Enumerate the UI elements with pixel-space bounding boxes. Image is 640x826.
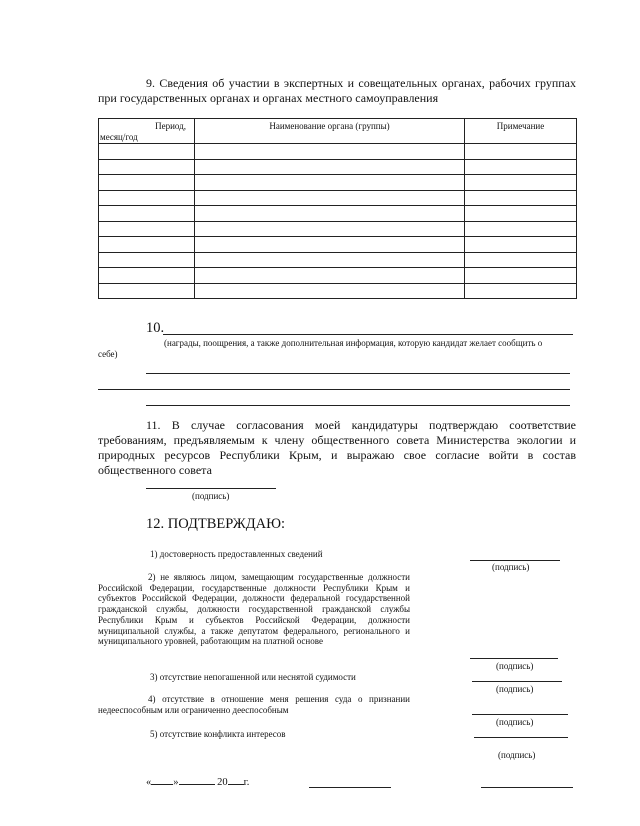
table-row[interactable]	[99, 144, 577, 160]
date-field[interactable]: « » 20 г.	[146, 777, 250, 788]
table-row[interactable]	[99, 252, 577, 268]
signature-caption: (подпись)	[496, 717, 534, 727]
table-row[interactable]	[99, 159, 577, 175]
section-10-line[interactable]	[98, 389, 570, 390]
confirm-item-5: 5) отсутствие конфликта интересов	[150, 729, 286, 739]
signature-line[interactable]	[472, 681, 562, 682]
section-10-line[interactable]	[146, 405, 570, 406]
participation-table	[98, 118, 577, 299]
footer-name-line[interactable]	[481, 787, 573, 788]
table-row[interactable]	[99, 237, 577, 253]
section-11-text: 11. В случае согласования моей кандидатуры подтверждаю соответствие требованиям, предъявляемым к члену общественного совета Министерства экологии и природных ресурсов Республики Крым, и выражаю свое согласие войти в состав общественного совета	[98, 418, 576, 477]
organ-column-header: Наименование органа (группы)	[195, 119, 465, 144]
section-12-heading: 12. ПОДТВЕРЖДАЮ:	[146, 516, 286, 532]
confirm-item-3: 3) отсутствие непогашенной или неснятой судимости	[150, 672, 356, 682]
period-column-header: Период, месяц/год	[99, 119, 195, 144]
note-column-header: Примечание	[465, 119, 577, 144]
day-blank[interactable]	[151, 784, 173, 785]
section-11-signature-caption: (подпись)	[192, 491, 230, 501]
confirm-item-2: 2) не являюсь лицом, замещающим государственные должности Российской Федерации, государственные должности Республики Крым и субъектов Российской Федерации, должности федеральной государственной гражданской службы, должности государственной гражданской службы Республики Крым и субъектов Российской Федерации, должности муниципальной службы, а также депутатом федерального, регионального и муниципального уровней, работающим на платной основе	[98, 572, 410, 647]
signature-caption: (подпись)	[496, 684, 534, 694]
table-row[interactable]	[99, 175, 577, 191]
table-row[interactable]	[99, 206, 577, 222]
signature-line[interactable]	[474, 737, 568, 738]
signature-caption: (подпись)	[492, 562, 530, 572]
signature-caption: (подпись)	[496, 661, 534, 671]
signature-caption: (подпись)	[498, 750, 536, 760]
table-row[interactable]	[99, 283, 577, 299]
table-row[interactable]	[99, 268, 577, 284]
signature-line[interactable]	[472, 714, 568, 715]
section-10-number: 10.	[146, 320, 165, 336]
confirm-item-1: 1) достоверность предоставленных сведений	[150, 549, 323, 559]
section-10-first-line[interactable]	[163, 334, 573, 335]
section-10-line[interactable]	[146, 373, 570, 374]
table-row[interactable]	[99, 221, 577, 237]
signature-line[interactable]	[470, 658, 558, 659]
month-blank[interactable]	[179, 784, 215, 785]
signature-line[interactable]	[470, 560, 560, 561]
section-10-caption: (награды, поощрения, а также дополнительная информация, которую кандидат желает сообщить о	[164, 338, 543, 348]
confirm-item-4: 4) отсутствие в отношение меня решения суда о признании недееспособным или ограниченно дееспособным	[98, 694, 410, 715]
section-9-heading: 9. Сведения об участии в экспертных и совещательных органах, рабочих группах при государственных органах и органах местного самоуправления	[98, 76, 576, 105]
table-header-row	[99, 119, 577, 144]
table-row[interactable]	[99, 190, 577, 206]
footer-signature-line[interactable]	[309, 787, 391, 788]
year-blank[interactable]	[228, 784, 244, 785]
section-10-caption-end: себе)	[98, 349, 118, 359]
section-11-signature-line[interactable]	[146, 488, 276, 489]
